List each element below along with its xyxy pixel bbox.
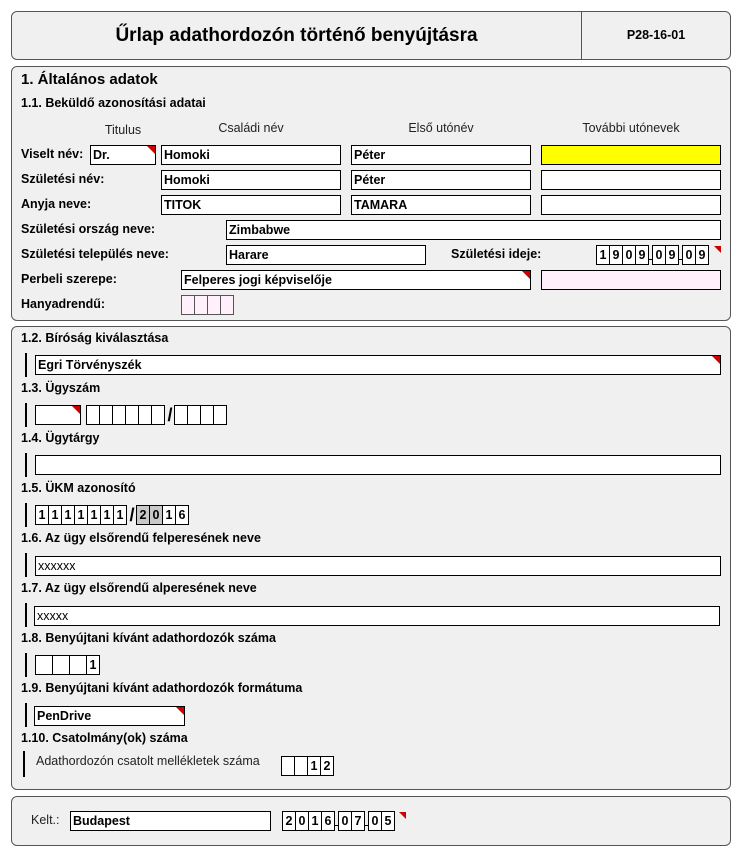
kelt-datum-field[interactable] xyxy=(282,811,395,831)
digit-box xyxy=(99,405,113,425)
digit-box xyxy=(86,405,100,425)
date-digit: 9 xyxy=(609,245,623,265)
date-digit: 0 xyxy=(622,245,636,265)
digit-box xyxy=(194,295,208,315)
date-digit: 0 xyxy=(652,245,666,265)
hanyadrendu-label: Hanyadrendű: xyxy=(21,297,106,311)
ugytargy-field[interactable] xyxy=(35,455,721,475)
szuletesi-csaladi-nev-field[interactable]: Homoki xyxy=(161,170,341,190)
digit-box xyxy=(52,655,70,675)
digit-box xyxy=(138,405,152,425)
formatum-heading: 1.9. Benyújtani kívánt adathordozók formátuma xyxy=(21,681,303,695)
felperes-heading: 1.6. Az ügy elsőrendű felperesének neve xyxy=(21,531,261,545)
digit-box xyxy=(69,655,87,675)
digit-box: 1 xyxy=(35,505,49,525)
adathordozok-szama-heading: 1.8. Benyújtani kívánt adathordozók száma xyxy=(21,631,276,645)
ugytargy-heading: 1.4. Ügytárgy xyxy=(21,431,100,445)
column-header-elso-utonev: Első utónév xyxy=(408,121,474,135)
szuletesi-telepules-field[interactable]: Harare xyxy=(226,245,426,265)
date-digit: 5 xyxy=(381,811,395,831)
szuletesi-orszag-field[interactable]: Zimbabwe xyxy=(226,220,721,240)
digit-box xyxy=(112,405,126,425)
szuletesi-tovabbi-utonevek-field[interactable] xyxy=(541,170,721,190)
digit-box: 1 xyxy=(74,505,88,525)
date-digit: 9 xyxy=(635,245,649,265)
felperes-neve-field[interactable]: xxxxxx xyxy=(35,556,721,576)
title-panel xyxy=(11,11,731,60)
column-header-titulus: Titulus xyxy=(104,123,142,137)
column-header-csaladi-nev: Családi név xyxy=(218,121,284,135)
indent-bar xyxy=(25,703,27,727)
digit-box xyxy=(174,405,188,425)
hanyadrendu-field[interactable] xyxy=(181,295,234,315)
indent-bar xyxy=(25,403,27,427)
perbeli-szerepe-extra-field[interactable] xyxy=(541,270,721,290)
anyja-elso-utonev-field[interactable]: TAMARA xyxy=(351,195,531,215)
date-digit: 0 xyxy=(338,811,352,831)
formatum-select[interactable]: PenDrive xyxy=(34,706,185,726)
ugyszam-prefix-select[interactable] xyxy=(35,405,81,425)
adathordozok-szama-field[interactable] xyxy=(35,655,100,675)
digit-box xyxy=(220,295,234,315)
section-title: 1. Általános adatok xyxy=(21,71,158,88)
indent-bar xyxy=(25,453,27,477)
date-digit: 9 xyxy=(695,245,709,265)
szuletesi-ideje-field[interactable] xyxy=(596,245,709,265)
indent-bar xyxy=(25,603,27,627)
digit-box xyxy=(207,295,221,315)
anyja-tovabbi-utonevek-field[interactable] xyxy=(541,195,721,215)
date-digit: 7 xyxy=(351,811,365,831)
alperes-heading: 1.7. Az ügy elsőrendű alperesének neve xyxy=(21,581,257,595)
ukm-azonosito-field[interactable] xyxy=(35,505,189,525)
digit-box: 1 xyxy=(48,505,62,525)
digit-box xyxy=(181,295,195,315)
digit-box xyxy=(294,756,308,776)
digit-box xyxy=(213,405,227,425)
digit-box xyxy=(281,756,295,776)
digit-box: 1 xyxy=(307,756,321,776)
date-digit: 1 xyxy=(596,245,610,265)
anyja-neve-label: Anyja neve: xyxy=(21,197,92,211)
digit-box: 1 xyxy=(162,505,176,525)
ugyszam-heading: 1.3. Ügyszám xyxy=(21,381,101,395)
csatolt-mellekletek-label: Adathordozón csatolt mellékletek száma xyxy=(36,754,260,768)
viselt-elso-utonev-field[interactable]: Péter xyxy=(351,145,531,165)
digit-box: 1 xyxy=(61,505,75,525)
digit-box: 0 xyxy=(149,505,163,525)
viselt-nev-label: Viselt név: xyxy=(21,147,84,161)
section-subtitle: 1.1. Beküldő azonosítási adatai xyxy=(21,96,206,110)
digit-box xyxy=(187,405,201,425)
kelt-label: Kelt.: xyxy=(31,813,60,827)
alperes-neve-field[interactable]: xxxxx xyxy=(34,606,720,626)
titulus-select[interactable]: Dr. xyxy=(90,145,156,165)
szuletesi-orszag-label: Születési ország neve: xyxy=(21,222,156,236)
digit-box xyxy=(35,655,53,675)
slash-separator: / xyxy=(129,505,135,525)
digit-box: 1 xyxy=(87,505,101,525)
form-title: Űrlap adathordozón történő benyújtásra xyxy=(115,25,478,46)
szuletesi-ideje-label: Születési ideje: xyxy=(451,247,542,261)
digit-box: 1 xyxy=(86,655,100,675)
kelt-hely-field[interactable]: Budapest xyxy=(70,811,271,831)
date-digit: 0 xyxy=(295,811,309,831)
date-digit: 9 xyxy=(665,245,679,265)
form-code: P28-16-01 xyxy=(626,28,686,42)
indent-bar xyxy=(25,653,27,677)
indent-bar xyxy=(25,553,27,577)
szuletesi-elso-utonev-field[interactable]: Péter xyxy=(351,170,531,190)
digit-box xyxy=(151,405,165,425)
anyja-csaladi-nev-field[interactable]: TITOK xyxy=(161,195,341,215)
digit-box xyxy=(200,405,214,425)
birosag-select[interactable]: Egri Törvényszék xyxy=(35,355,721,375)
indent-bar xyxy=(23,751,25,777)
csatolt-mellekletek-field[interactable] xyxy=(281,756,334,776)
viselt-tovabbi-utonevek-field[interactable] xyxy=(541,145,721,165)
date-digit: 6 xyxy=(321,811,335,831)
digit-box: 6 xyxy=(175,505,189,525)
indent-bar xyxy=(25,353,27,377)
ugyszam-number-field[interactable] xyxy=(86,405,227,425)
viselt-csaladi-nev-field[interactable]: Homoki xyxy=(161,145,341,165)
csatolmany-heading: 1.10. Csatolmány(ok) száma xyxy=(21,731,188,745)
date-picker-marker-icon xyxy=(399,812,406,819)
perbeli-szerepe-label: Perbeli szerepe: xyxy=(21,272,117,286)
digit-box: 1 xyxy=(100,505,114,525)
digit-box xyxy=(125,405,139,425)
column-header-tovabbi-utonevek: További utónevek xyxy=(582,121,680,135)
date-digit: 2 xyxy=(282,811,296,831)
birosag-heading: 1.2. Bíróság kiválasztása xyxy=(21,331,169,345)
slash-separator: / xyxy=(167,405,173,425)
perbeli-szerepe-select[interactable]: Felperes jogi képviselője xyxy=(181,270,531,290)
digit-box: 2 xyxy=(320,756,334,776)
digit-box: 1 xyxy=(113,505,127,525)
date-digit: 1 xyxy=(308,811,322,831)
ukm-heading: 1.5. ÜKM azonosító xyxy=(21,481,136,495)
szuletesi-telepules-label: Születési település neve: xyxy=(21,247,169,261)
szuletesi-nev-label: Születési név: xyxy=(21,172,105,186)
date-digit: 0 xyxy=(368,811,382,831)
date-digit: 0 xyxy=(682,245,696,265)
indent-bar xyxy=(25,503,27,527)
date-picker-marker-icon xyxy=(714,246,721,253)
digit-box: 2 xyxy=(136,505,150,525)
